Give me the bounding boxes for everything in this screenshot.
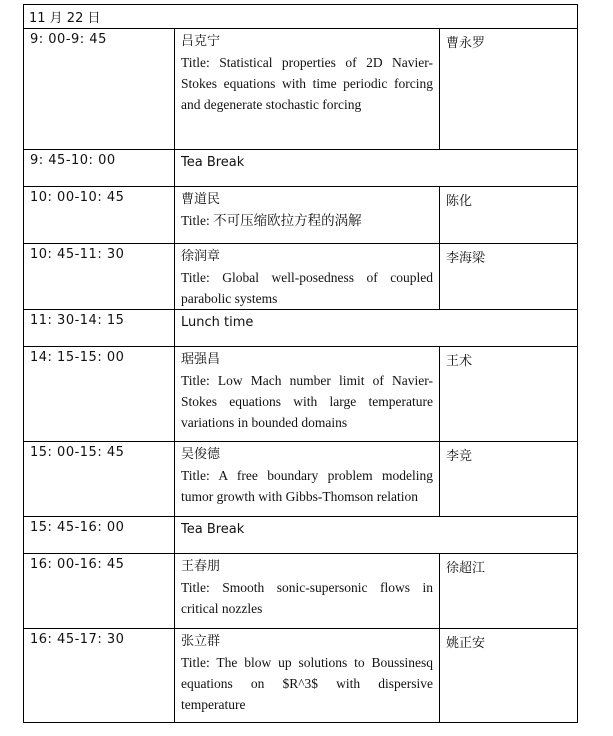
talk-cell (175, 29, 440, 150)
day-label: 11 月 22 日 (24, 5, 578, 29)
chair-name: 李竞 (440, 442, 578, 517)
talk-title: Title: Statistical properties of 2D Navier-Stokes equations with time periodic forcing and degenerate stochastic forcing (181, 55, 433, 112)
chair-name: 徐超江 (440, 554, 578, 629)
table-row (24, 554, 578, 629)
time-slot: 11: 30-14: 15 (24, 310, 175, 347)
talk-title: Title: A free boundary problem modeling tumor growth with Gibbs-Thomson relation (181, 468, 433, 504)
talk-cell (175, 244, 440, 310)
chair-name: 曹永罗 (440, 29, 578, 150)
chair-name: 陈化 (440, 187, 578, 244)
time-slot: 15: 00-15: 45 (24, 442, 175, 517)
chair-name: 李海梁 (440, 244, 578, 310)
talk-cell (175, 187, 440, 244)
time-slot: 15: 45-16: 00 (24, 517, 175, 554)
talk-title: Title: Global well-posedness of coupled parabolic systems (181, 270, 433, 306)
schedule-table (23, 4, 578, 723)
chair-name: 王术 (440, 347, 578, 442)
table-row (24, 517, 578, 554)
break-cell (175, 150, 578, 187)
break-label: Tea Break (181, 522, 245, 537)
table-row (24, 244, 578, 310)
talk-title: Title: The blow up solutions to Boussinesq equations on $R^3$ with dispersive temperature (181, 655, 433, 712)
time-slot: 10: 45-11: 30 (24, 244, 175, 310)
time-slot: 10: 00-10: 45 (24, 187, 175, 244)
break-cell (175, 517, 578, 554)
talk-title: Title: 不可压缩欧拉方程的涡解 (181, 213, 362, 228)
table-row (24, 442, 578, 517)
talk-cell (175, 629, 440, 723)
table-row (24, 150, 578, 187)
talk-cell (175, 554, 440, 629)
break-label: Tea Break (181, 155, 245, 170)
table-row (24, 29, 578, 150)
talk-cell (175, 442, 440, 517)
table-row (24, 187, 578, 244)
speaker-name: 张立群 (181, 634, 221, 649)
table-row (24, 347, 578, 442)
talk-title: Title: Low Mach number limit of Navier-Stokes equations with large temperature variations in bounded domains (181, 373, 433, 430)
time-slot: 16: 00-16: 45 (24, 554, 175, 629)
break-cell (175, 310, 578, 347)
time-slot: 16: 45-17: 30 (24, 629, 175, 723)
speaker-name: 琚强昌 (181, 352, 221, 367)
day-header-row (24, 5, 578, 29)
speaker-name: 曹道民 (181, 192, 221, 207)
speaker-name: 王春朋 (181, 559, 221, 574)
speaker-name: 吴俊德 (181, 447, 221, 462)
talk-cell (175, 347, 440, 442)
time-slot: 9: 45-10: 00 (24, 150, 175, 187)
break-label: Lunch time (181, 315, 254, 330)
table-row (24, 310, 578, 347)
talk-title: Title: Smooth sonic-supersonic flows in critical nozzles (181, 580, 433, 616)
time-slot: 14: 15-15: 00 (24, 347, 175, 442)
table-row (24, 629, 578, 723)
time-slot: 9: 00-9: 45 (24, 29, 175, 150)
chair-name: 姚正安 (440, 629, 578, 723)
speaker-name: 吕克宁 (181, 34, 221, 49)
speaker-name: 徐润章 (181, 249, 221, 264)
